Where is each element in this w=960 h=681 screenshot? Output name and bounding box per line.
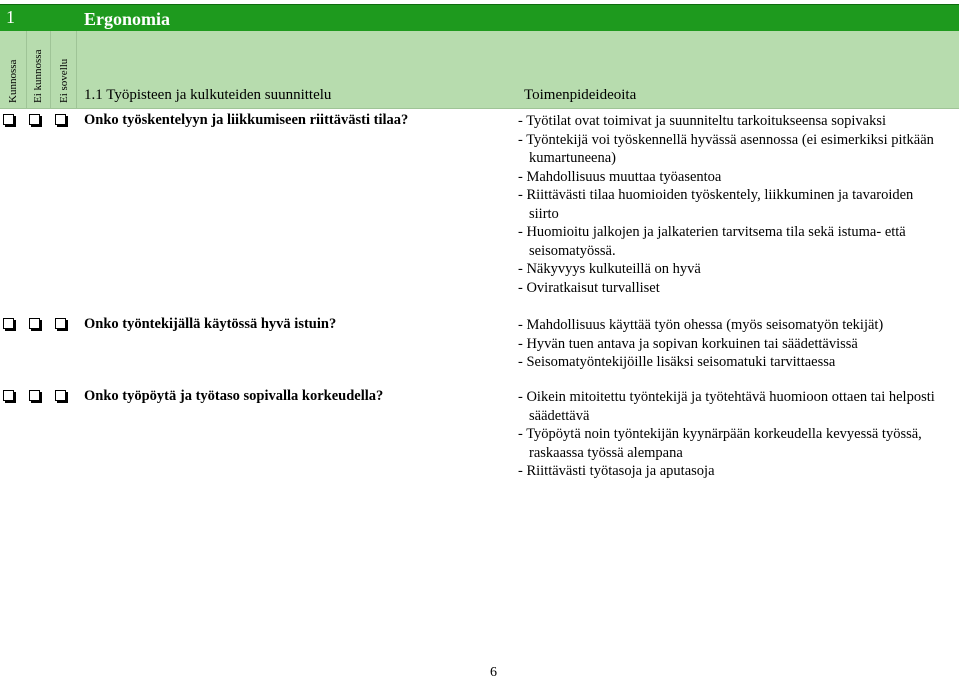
list-item: - Työntekijä voi työskennellä hyvässä asennossa (ei esimerkiksi pitkään kumartuneena) xyxy=(518,131,934,166)
list-item: - Työpöytä noin työntekijän kyynärpään korkeudella kevyessä työssä, raskaassa työssä alempana xyxy=(518,426,922,461)
list-item: - Näkyvyys kulkuteillä on hyvä xyxy=(518,261,701,277)
checkbox-ei-kunnossa[interactable] xyxy=(29,390,40,401)
question: Onko työpöytä ja työtaso sopivalla korkeudella? xyxy=(84,388,384,404)
checkbox-kunnossa[interactable] xyxy=(3,390,14,401)
table-header xyxy=(0,31,959,109)
list-item: - Oikein mitoitettu työntekijä ja työtehtävä huomioon ottaen tai helposti säädettävä xyxy=(518,389,935,424)
section-title: Ergonomia xyxy=(84,9,171,29)
list-item: - Seisomatyöntekijöille lisäksi seisomatuki tarvittaessa xyxy=(518,354,836,370)
checkbox-ei-sovellu[interactable] xyxy=(55,390,66,401)
list-item: - Oviratkaisut turvalliset xyxy=(518,279,660,296)
section-title-bar xyxy=(0,4,959,32)
list-item: - Hyvän tuen antava ja sopivan korkuinen tai säädettävissä xyxy=(518,335,858,352)
checkbox-kunnossa[interactable] xyxy=(3,318,14,329)
list-item: - Riittävästi työtasoja ja aputasoja xyxy=(518,463,715,479)
column-header-kunnossa: Kunnossa xyxy=(7,59,19,103)
measures-heading: Toimenpideideoita xyxy=(524,87,637,103)
page-number: 6 xyxy=(490,665,497,680)
checkbox-kunnossa[interactable] xyxy=(3,114,14,125)
column-header-ei-sovellu: Ei sovellu xyxy=(58,58,70,103)
checkbox-ei-kunnossa[interactable] xyxy=(29,114,40,125)
measures-list xyxy=(518,388,938,481)
column-divider xyxy=(26,31,27,108)
list-item: - Mahdollisuus käyttää työn ohessa (myös seisomatyön tekijät) xyxy=(518,317,884,333)
column-divider xyxy=(50,31,51,108)
list-item: - Mahdollisuus muuttaa työasentoa xyxy=(518,168,722,185)
column-header-ei-kunnossa: Ei kunnossa xyxy=(32,49,44,103)
checkbox-ei-kunnossa[interactable] xyxy=(29,318,40,329)
list-item: - Huomioitu jalkojen ja jalkaterien tarvitsema tila sekä istuma- että seisomatyössä. xyxy=(518,224,906,259)
subsection-title: 1.1 Työpisteen ja kulkuteiden suunnittelu xyxy=(84,87,332,103)
checkbox-ei-sovellu[interactable] xyxy=(55,318,66,329)
question: Onko työskentelyyn ja liikkumiseen riittävästi tilaa? xyxy=(84,112,409,128)
checkbox-ei-sovellu[interactable] xyxy=(55,114,66,125)
section-number: 1 xyxy=(6,7,15,27)
measures-list xyxy=(518,112,938,297)
list-item: - Riittävästi tilaa huomioiden työskentely, liikkuminen ja tavaroiden siirto xyxy=(518,187,914,222)
question: Onko työntekijällä käytössä hyvä istuin? xyxy=(84,316,337,332)
column-divider xyxy=(76,31,77,108)
list-item: - Työtilat ovat toimivat ja suunniteltu tarkoitukseensa sopivaksi xyxy=(518,113,887,129)
measures-list xyxy=(518,316,938,372)
